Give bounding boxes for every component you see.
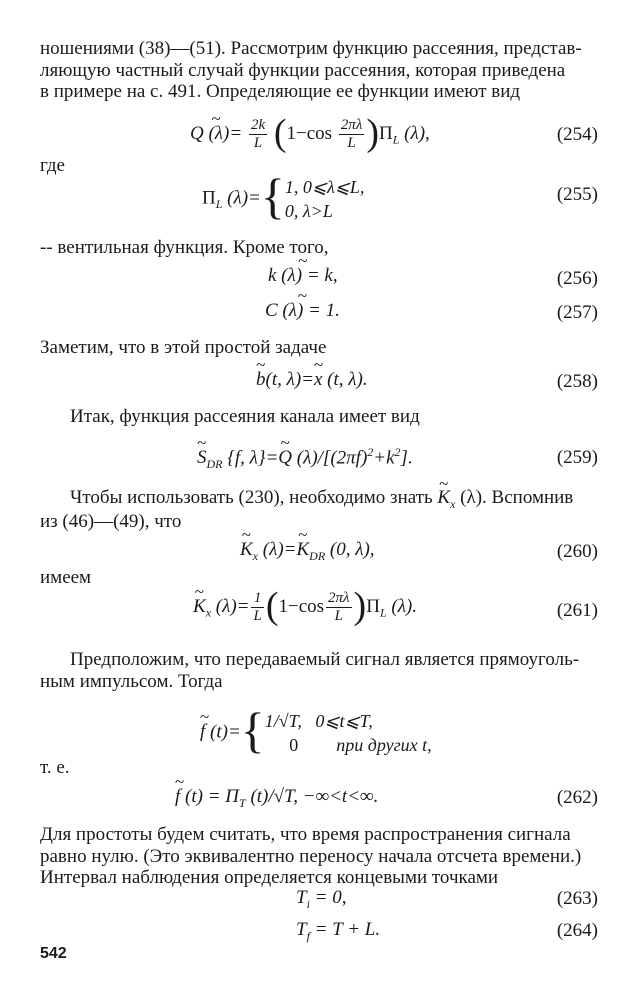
equation-258: ~ b(t, λ)=~ x (t, λ). [256, 369, 368, 391]
equation-number: (259) [556, 447, 598, 468]
equation-264: $T_f = T + L$. [296, 919, 381, 943]
equation-f: ~ f (t)={ 1/√T, 0⩽t⩽T, 0 при других t, [200, 704, 432, 762]
text-line: т. е. [40, 757, 70, 778]
equation-number: (258) [556, 371, 598, 392]
text-line: где [40, 155, 65, 176]
equation-263: $T_i = 0$, [296, 887, 347, 911]
equation-number: (260) [556, 541, 598, 562]
text-line: ляющую частный случай функции рассеяния, которая приведена [40, 60, 566, 81]
fraction: $\frac{2\pi\lambda}{L}$ [340, 117, 363, 151]
tilde-q: ~ Q (λ)= [190, 123, 242, 145]
text-line: имеем [40, 567, 92, 588]
equation-number: (264) [556, 920, 598, 941]
text-line: Интервал наблюдения определяется концевыми точками [40, 867, 499, 888]
fraction: $\frac{2k}{L}$ [250, 117, 266, 151]
equation-number: (263) [556, 888, 598, 909]
equation-number: (255) [556, 184, 598, 205]
equation-number: (262) [556, 787, 598, 808]
text-line: Заметим, что в этой простой задаче [40, 337, 327, 358]
text-line: ным импульсом. Тогда [40, 671, 223, 692]
text-line: Итак, функция рассеяния канала имеет вид [70, 406, 420, 427]
equation-260: ~ $K_x$ (λ)=~ $K_{DR}$ (0, λ), [240, 539, 375, 564]
equation-number: (256) [556, 268, 598, 289]
equation-255: $\Pi_L$ (λ)={ 1, 0⩽λ⩽L, 0, λ>L [202, 168, 365, 224]
equation-number: (257) [556, 302, 598, 323]
equation-261: ~ $K_x$ (λ)= $\frac{1}{L}$ (1−cos $\frac{2\pi\lambda}{L}$ )$\Pi_L$ (λ). [193, 590, 417, 625]
text-line: в примере на с. 491. Определяющие ее функции имеют вид [40, 81, 521, 102]
equation-259: ~ $S_{DR}$ {f, λ}=~ Q $(\lambda)/[(2\pi f)^2+k^2]$. [197, 445, 413, 472]
equation-number: (254) [556, 124, 598, 145]
text-line: Предположим, что передаваемый сигнал является прямоуголь- [70, 649, 580, 670]
text-line: -- вентильная функция. Кроме того, [40, 237, 329, 258]
text-line: из (46)—(49), что [40, 511, 182, 532]
equation-254: ~ Q (λ)= $\frac{2k}{L}$ (1−cos $\frac{2\pi\lambda}{L}$ )$\Pi_L$ (λ), [190, 117, 430, 152]
text-line: Чтобы использовать (230), необходимо знать ~ $K_x$ (λ). Вспомнив [70, 487, 573, 515]
equation-257: ~ C (λ) = 1. [265, 300, 340, 322]
text-line: равно нулю. (Это эквивалентно переносу начала отсчета времени.) [40, 846, 582, 867]
page-number: 542 [40, 945, 67, 962]
equation-number: (261) [556, 600, 598, 621]
equation-256: ~ k (λ) = k, [268, 265, 338, 287]
text-line: ношениями (38)—(51). Рассмотрим функцию рассеяния, представ- [40, 38, 582, 59]
text-line: Для простоты будем считать, что время распространения сигнала [40, 824, 571, 845]
equation-262: ~ f $(t) = \Pi_T$ (t)/√T, −∞<t<∞. [175, 786, 378, 811]
